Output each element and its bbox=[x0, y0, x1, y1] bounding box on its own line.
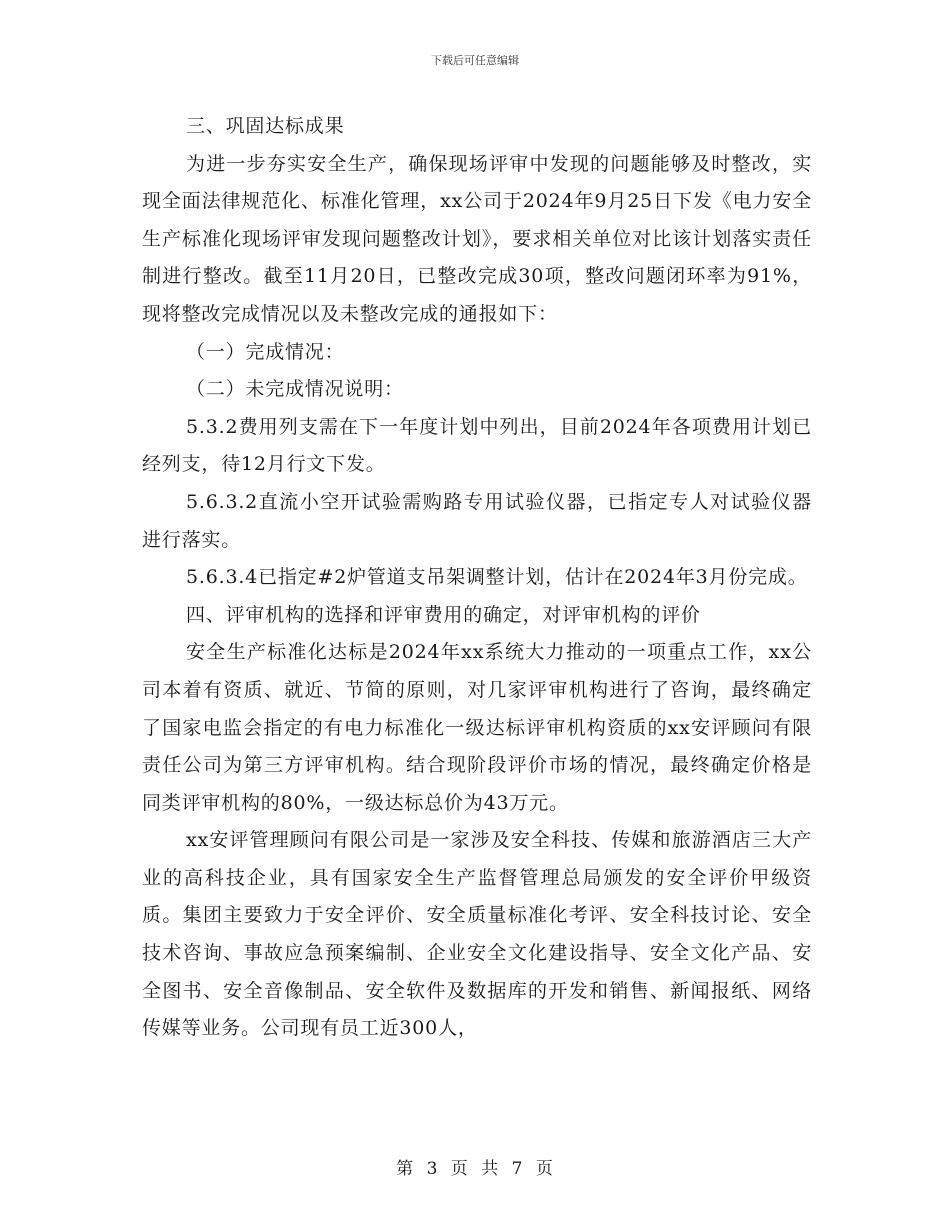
item-5-3-2: 5.3.2费用列支需在下一年度计划中列出，目前2024年各项费用计划已经列支，待12月行文下发。 bbox=[142, 415, 812, 476]
subheading-uncompleted: （二）未完成情况说明： bbox=[186, 378, 404, 401]
page-header: 下载后可任意编辑 bbox=[431, 54, 519, 67]
item-5-6-3-2: 5.6.3.2直流小空开试验需购路专用试验仪器，已指定专人对试验仪器进行落实。 bbox=[142, 490, 812, 551]
section-heading-4: 四、评审机构的选择和评审费用的确定，对评审机构的评价 bbox=[186, 603, 701, 626]
page-footer: 第 3 页 共 7 页 bbox=[396, 1159, 554, 1179]
document-body bbox=[142, 108, 812, 1048]
section-heading-3: 三、巩固达标成果 bbox=[186, 115, 345, 137]
paragraph-review-agency-selection: 安全生产标准化达标是2024年xx系统大力推动的一项重点工作，xx公司本着有资质、就近、节简的原则，对几家评审机构进行了咨询，最终确定了国家电监会指定的有电力标准化一级达标评审机构资质的xx安评顾问有限责任公司为第三方评审机构。结合现阶段评价市场的情况，最终确定价格是同类评审机构的80%，一级达标总价为43万元。 bbox=[142, 641, 812, 814]
paragraph-agency-profile: xx安评管理顾问有限公司是一家涉及安全科技、传媒和旅游酒店三大产业的高科技企业，具有国家安全生产监督管理总局颁发的安全评价甲级资质。集团主要致力于安全评价、安全质量标准化考评、安全科技讨论、安全技术咨询、事故应急预案编制、企业安全文化建设指导、安全文化产品、安全图书、安全音像制品、安全软件及数据库的开发和销售、新闻报纸、网络传媒等业务。公司现有员工近300人， bbox=[142, 829, 812, 1040]
paragraph-rectification-intro: 为进一步夯实安全生产，确保现场评审中发现的问题能够及时整改，实现全面法律规范化、标准化管理，xx公司于2024年9月25日下发《电力安全生产标准化现场评审发现问题整改计划》，要求相关单位对比该计划落实责任制进行整改。截至11月20日，已整改完成30项，整改问题闭环率为91%，现将整改完成情况以及未整改完成的通报如下： bbox=[142, 152, 812, 325]
item-5-6-3-4: 5.6.3.4已指定#2炉管道支吊架调整计划，估计在2024年3月份完成。 bbox=[186, 566, 808, 589]
subheading-completed: （一）完成情况： bbox=[186, 340, 345, 363]
